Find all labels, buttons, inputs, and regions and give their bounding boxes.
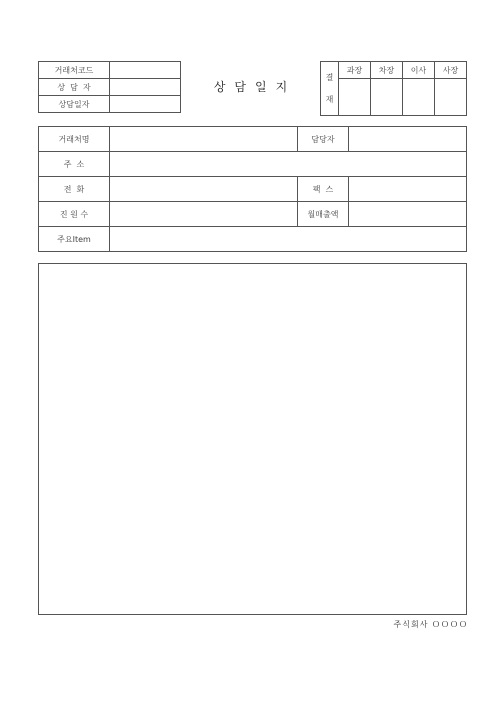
contact-field[interactable] — [349, 127, 467, 152]
consultation-content-area[interactable] — [38, 263, 467, 615]
approval-label — [321, 62, 339, 116]
employees-label: 진 원 수 — [39, 202, 110, 227]
approval-table — [320, 61, 467, 116]
phone-field[interactable] — [110, 177, 298, 202]
customer-code-field[interactable] — [110, 62, 181, 79]
role-president: 사장 — [435, 62, 467, 79]
approval-label-top: 결 — [325, 72, 334, 82]
monthly-sales-label: 월매출액 — [298, 202, 349, 227]
form-table — [38, 126, 467, 252]
sign-deputy-manager[interactable] — [371, 79, 403, 116]
main-item-field[interactable] — [110, 227, 467, 252]
customer-name-label: 거래처명 — [39, 127, 110, 152]
customer-name-field[interactable] — [110, 127, 298, 152]
role-deputy-manager: 차장 — [371, 62, 403, 79]
approval-label-bottom: 재 — [325, 94, 334, 104]
info-table — [38, 61, 181, 113]
customer-code-label: 거래처코드 — [39, 62, 110, 79]
company-name: 주식회사 ＯＯＯＯ — [393, 620, 468, 629]
manager-label: 상 담 자 — [39, 79, 110, 96]
date-label: 상담일자 — [39, 96, 110, 113]
date-field[interactable] — [110, 96, 181, 113]
fax-label: 팩 스 — [298, 177, 349, 202]
contact-label: 담당자 — [298, 127, 349, 152]
role-director: 이사 — [403, 62, 435, 79]
fax-field[interactable] — [349, 177, 467, 202]
sign-section-chief[interactable] — [339, 79, 371, 116]
sign-director[interactable] — [403, 79, 435, 116]
document-title: 상담일지 — [213, 80, 297, 94]
address-label: 주 소 — [39, 152, 110, 177]
sign-president[interactable] — [435, 79, 467, 116]
phone-label: 전 화 — [39, 177, 110, 202]
role-section-chief: 과장 — [339, 62, 371, 79]
manager-field[interactable] — [110, 79, 181, 96]
address-field[interactable] — [110, 152, 467, 177]
employees-field[interactable] — [110, 202, 298, 227]
main-item-label: 주요Item — [39, 227, 110, 252]
monthly-sales-field[interactable] — [349, 202, 467, 227]
